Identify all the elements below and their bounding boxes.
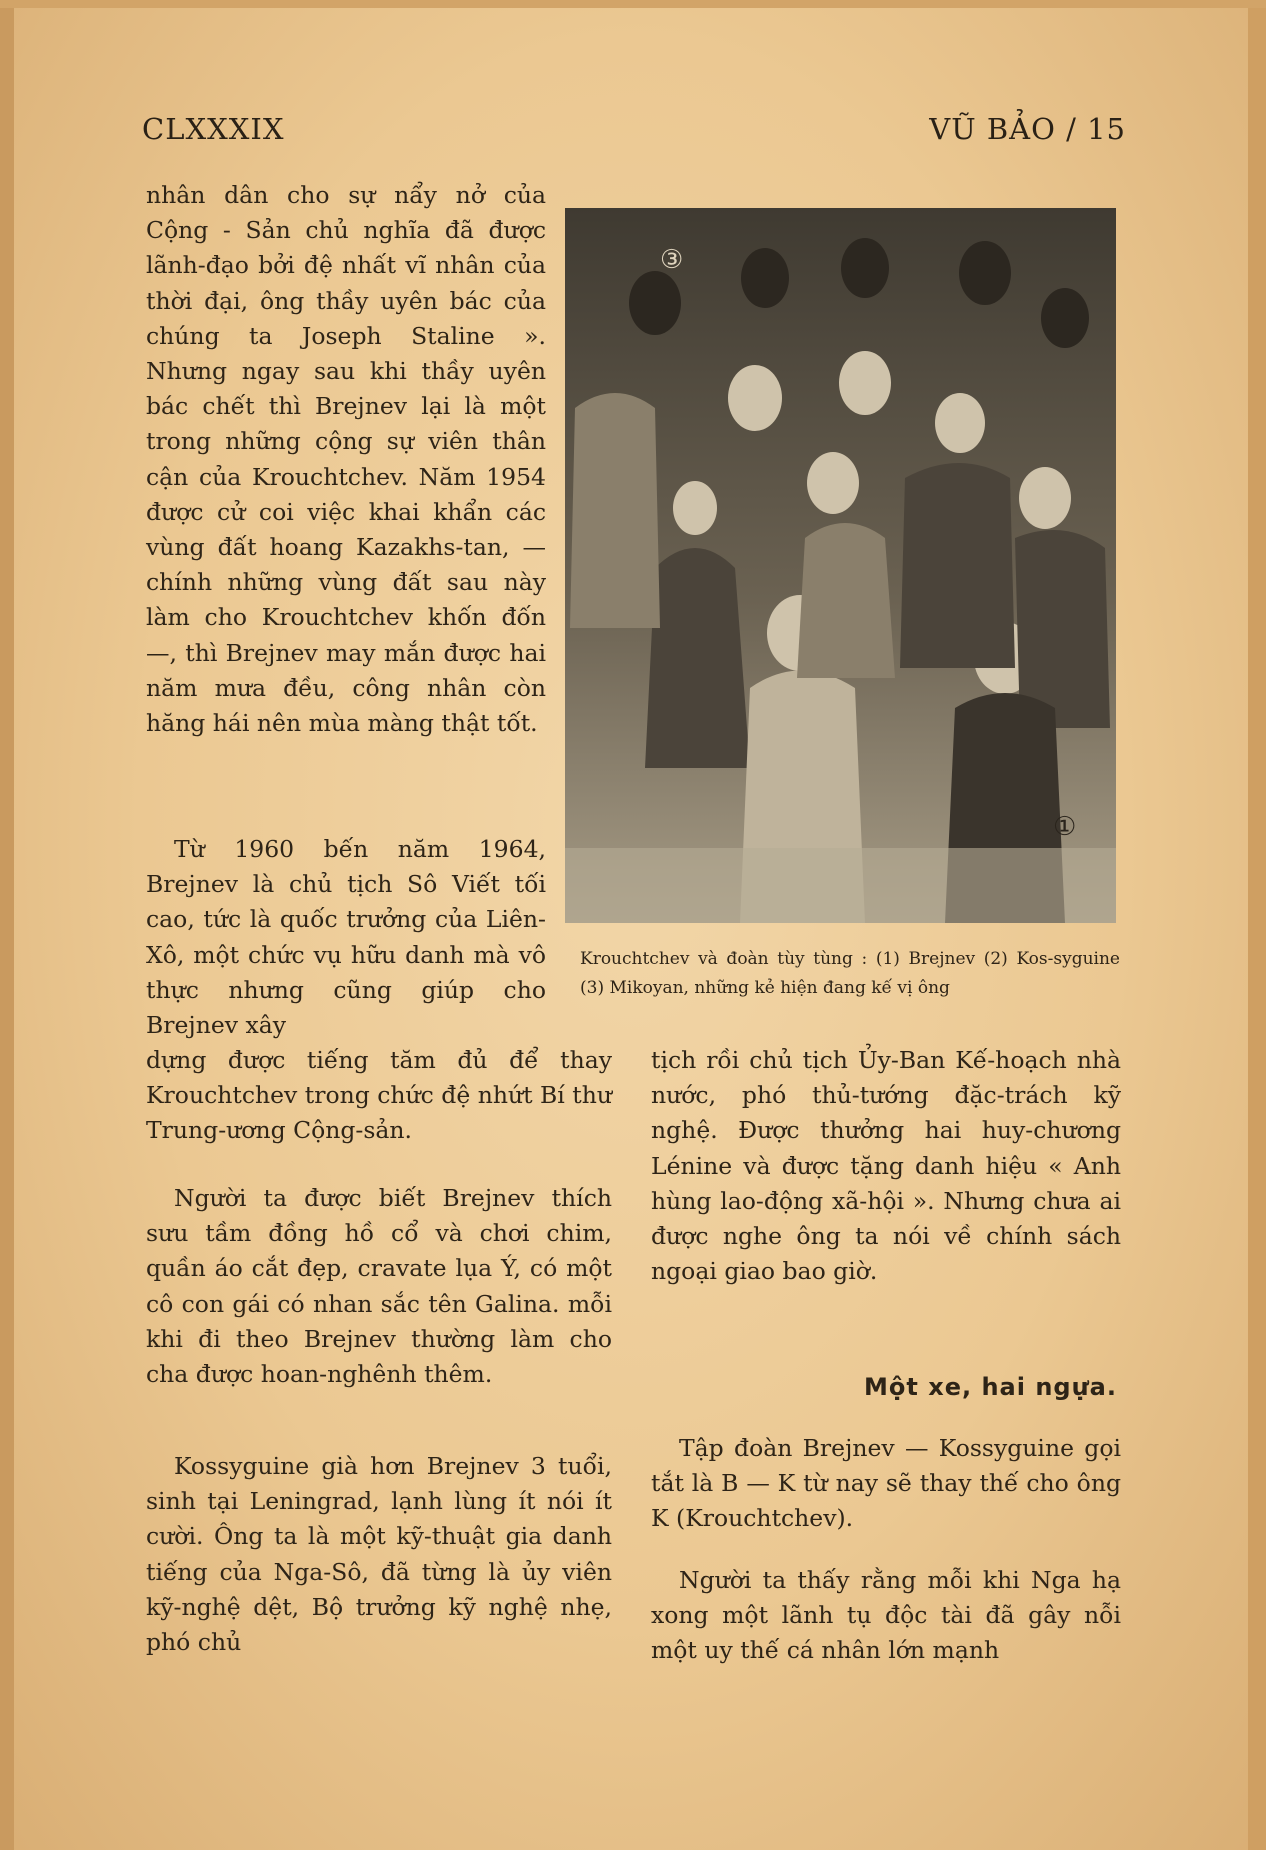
paragraph-text: tịch rồi chủ tịch Ủy-Ban Kế-hoạch nhà nước, phó thủ-tướng đặc-trách kỹ nghệ. Được thưởng hai huy-chương Lénine và được tặng danh hiệu « Anh hùng lao-động xã-hội ». Nhưng chưa ai được nghe ông ta nói về chính sách ngoại giao bao giờ. [651, 1046, 1121, 1286]
left-column-paragraph-2-continued [146, 1043, 612, 1149]
page-edge-top [0, 0, 1266, 8]
paragraph-text: Kossyguine già hơn Brejnev 3 tuổi, sinh tại Leningrad, lạnh lùng ít nói ít cười. Ông ta là một kỹ-thuật gia danh tiếng của Nga-Sô, đã từng là ủy viên kỹ-nghệ dệt, Bộ trưởng kỹ nghệ nhẹ, phó chủ [146, 1452, 612, 1657]
paragraph-text: Người ta được biết Brejnev thích sưu tầm đồng hồ cổ và chơi chim, quần áo cắt đẹp, cravate lụa Ý, có một cô con gái có nhan sắc tên Galina. mỗi khi đi theo Brejnev thường làm cho cha được hoan-nghênh thêm. [146, 1184, 612, 1389]
page-edge-left [0, 0, 14, 1850]
left-column-paragraph-2 [146, 832, 546, 1043]
left-column-paragraph-4 [146, 1449, 612, 1660]
section-heading: Một xe, hai ngựa. [864, 1373, 1117, 1401]
left-column-paragraph-1 [146, 178, 546, 741]
photo-marker-1: ① [1053, 812, 1077, 842]
paragraph-text: Người ta thấy rằng mỗi khi Nga hạ xong một lãnh tụ độc tài đã gây nỗi một uy thế cá nhân lớn mạnh [651, 1566, 1121, 1665]
paragraph-text: Từ 1960 bến năm 1964, Brejnev là chủ tịch Sô Viết tối cao, tức là quốc trưởng của Liên-Xô, một chức vụ hữu danh mà vô thực nhưng cũng giúp cho Brejnev xây [146, 835, 546, 1040]
photo-caption: Krouchtchev và đoàn tùy tùng : (1) Brejnev (2) Kos-syguine (3) Mikoyan, những kẻ hiện đang kế vị ông [580, 949, 1120, 998]
running-header-author-page: VŨ BẢO / 15 [929, 112, 1126, 146]
page-edge-right [1248, 0, 1266, 1850]
photo-marker-3: ③ [660, 245, 684, 275]
right-column-paragraph-2 [651, 1431, 1121, 1537]
running-header-issue: CLXXXIX [142, 112, 285, 146]
right-column-paragraph-3 [651, 1563, 1121, 1669]
right-column-paragraph-1 [651, 1043, 1121, 1289]
paragraph-text: nhân dân cho sự nẩy nở của Cộng - Sản chủ nghĩa đã được lãnh-đạo bởi đệ nhất vĩ nhân của thời đại, ông thầy uyên bác của chúng ta Joseph Staline ». Nhưng ngay sau khi thầy uyên bác chết thì Brejnev lại là một trong những cộng sự viên thân cận của Krouchtchev. Năm 1954 được cử coi việc khai khẩn các vùng đất hoang Kazakhs-tan, — chính những vùng đất sau này làm cho Krouchtchev khốn đốn —, thì Brejnev may mắn được hai năm mưa đều, công nhân còn hăng hái nên mùa màng thật tốt. [146, 181, 546, 738]
left-column-paragraph-3 [146, 1181, 612, 1392]
paragraph-text: Tập đoàn Brejnev — Kossyguine gọi tắt là B — K từ nay sẽ thay thế cho ông K (Krouchtchev). [651, 1434, 1121, 1533]
paragraph-text: dựng được tiếng tăm đủ để thay Krouchtchev trong chức đệ nhứt Bí thư Trung-ương Cộng-sản. [146, 1046, 613, 1145]
group-photo [565, 208, 1116, 923]
